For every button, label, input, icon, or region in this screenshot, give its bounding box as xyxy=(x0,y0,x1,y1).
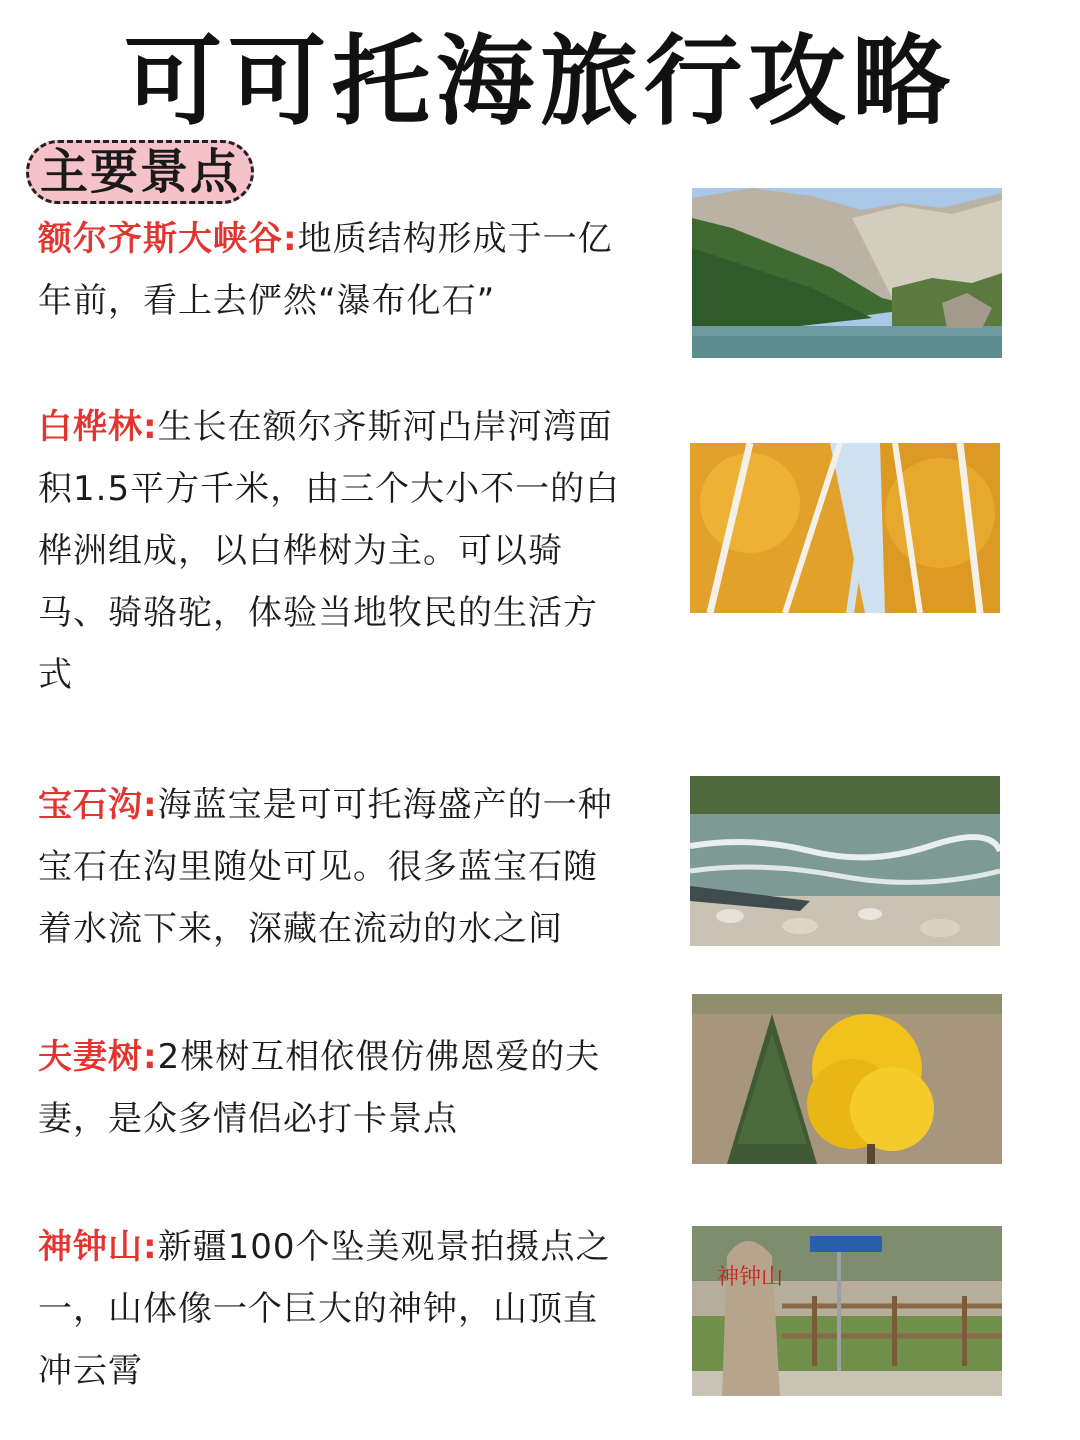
couple-trees-photo xyxy=(692,994,1002,1164)
spot-bell-mountain xyxy=(38,1216,630,1402)
spot-name: 白桦林: xyxy=(38,407,158,447)
canyon-photo xyxy=(692,188,1002,358)
spot-description: 海蓝宝是可可托海盛产的一种宝石在沟里随处可见。很多蓝宝石随着水流下来，深藏在流动的水之间 xyxy=(38,785,613,949)
spot-couple-trees xyxy=(38,1026,630,1150)
spot-gem-ravine xyxy=(38,774,630,960)
spot-description: 新疆100个坠美观景拍摄点之一，山体像一个巨大的神钟，山顶直冲云霄 xyxy=(38,1227,611,1391)
spot-canyon xyxy=(38,208,630,332)
spot-name: 额尔齐斯大峡谷: xyxy=(38,219,298,259)
stone-carving-text-1: 神钟山 xyxy=(716,1265,784,1290)
gem-ravine-photo xyxy=(690,776,1000,946)
spot-description: 地质结构形成于一亿年前，看上去俨然“瀑布化石” xyxy=(38,219,613,321)
spot-description: 2棵树互相依偎仿佛恩爱的夫妻，是众多情侣必打卡景点 xyxy=(38,1037,601,1139)
page-title: 可可托海旅行攻略 xyxy=(123,25,956,139)
bell-mountain-photo xyxy=(692,1226,1002,1396)
spot-name: 宝石沟: xyxy=(38,785,158,825)
section-label: 主要景点 xyxy=(26,140,254,204)
spot-name: 神钟山: xyxy=(38,1227,158,1267)
spot-birch-forest xyxy=(38,396,630,706)
spot-description: 生长在额尔齐斯河凸岸河湾面积1.5平方千米，由三个大小不一的白桦洲组成，以白桦树为主。可以骑马、骑骆驼，体验当地牧民的生活方式 xyxy=(38,407,621,695)
birch-forest-photo xyxy=(690,443,1000,613)
spot-name: 夫妻树: xyxy=(38,1037,158,1077)
